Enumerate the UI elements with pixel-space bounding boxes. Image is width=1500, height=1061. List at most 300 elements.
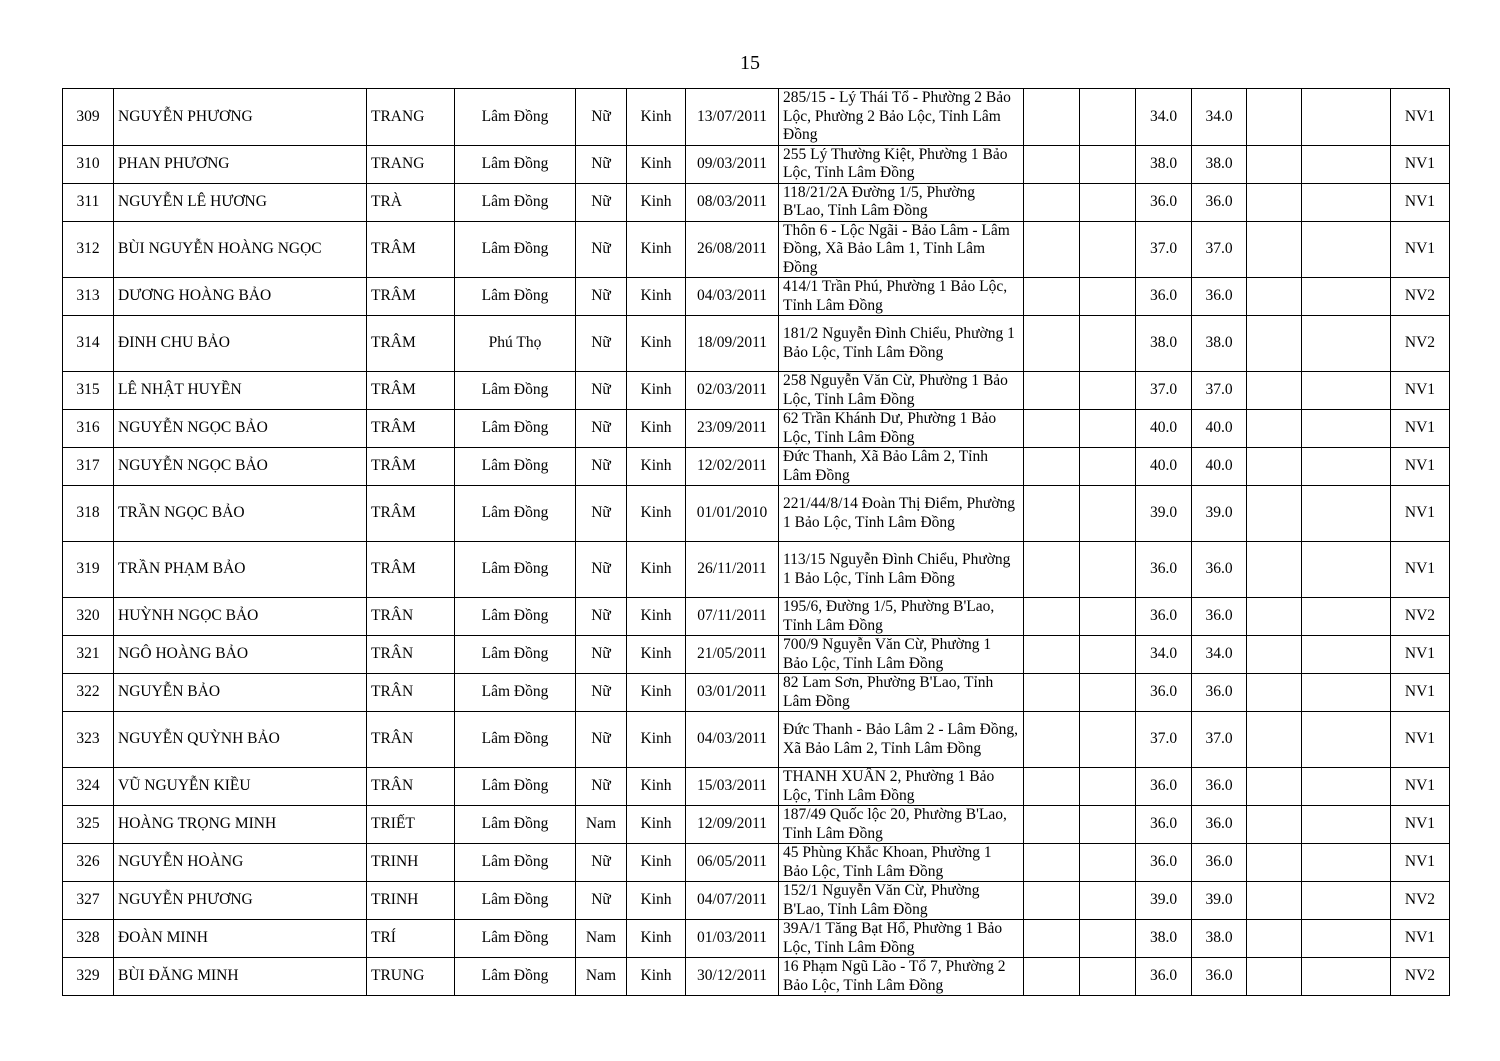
cell-diem-2: 38.0: [1192, 920, 1247, 958]
cell-empty: [1024, 598, 1080, 636]
cell-ngay-sinh: 03/01/2011: [686, 674, 779, 712]
student-roster-table: [62, 88, 1450, 996]
cell-diem-2: 40.0: [1192, 410, 1247, 448]
cell-diem-2: 36.0: [1192, 598, 1247, 636]
cell-ho: NGUYỄN LÊ HƯƠNG: [114, 183, 367, 221]
cell-empty: [1247, 768, 1302, 806]
cell-dia-chi: 82 Lam Sơn, Phường B'Lao, Tỉnh Lâm Đồng: [779, 674, 1024, 712]
cell-empty: [1024, 145, 1080, 183]
cell-stt: 312: [63, 221, 114, 278]
cell-dan-toc: Kinh: [627, 486, 686, 542]
cell-dan-toc: Kinh: [627, 372, 686, 410]
table-row: [63, 448, 1450, 486]
cell-empty: [1024, 844, 1080, 882]
cell-stt: 329: [63, 958, 114, 996]
cell-diem-2: 40.0: [1192, 448, 1247, 486]
cell-ho: NGUYỄN QUỲNH BẢO: [114, 712, 367, 768]
cell-dia-chi: 258 Nguyễn Văn Cừ, Phường 1 Bảo Lộc, Tỉnh Lâm Đồng: [779, 372, 1024, 410]
cell-dia-chi: 181/2 Nguyễn Đình Chiểu, Phường 1 Bảo Lộc, Tỉnh Lâm Đồng: [779, 316, 1024, 372]
cell-gioi-tinh: Nữ: [576, 372, 627, 410]
cell-empty: [1247, 183, 1302, 221]
cell-ten: TRUNG: [367, 958, 455, 996]
cell-stt: 326: [63, 844, 114, 882]
cell-dia-chi: Thôn 6 - Lộc Ngãi - Bảo Lâm - Lâm Đồng, Xã Bảo Lâm 1, Tỉnh Lâm Đồng: [779, 221, 1024, 278]
cell-ho: ĐINH CHU BẢO: [114, 316, 367, 372]
cell-gioi-tinh: Nữ: [576, 410, 627, 448]
cell-ten: TRÂM: [367, 486, 455, 542]
cell-noi-sinh: Lâm Đồng: [455, 882, 576, 920]
table-row: [63, 145, 1450, 183]
cell-empty: [1247, 844, 1302, 882]
cell-ho: PHAN PHƯƠNG: [114, 145, 367, 183]
cell-dan-toc: Kinh: [627, 410, 686, 448]
cell-ngay-sinh: 12/02/2011: [686, 448, 779, 486]
table-row: [63, 920, 1450, 958]
cell-dia-chi: THANH XUÂN 2, Phường 1 Bảo Lộc, Tỉnh Lâm Đồng: [779, 768, 1024, 806]
cell-ho: NGUYỄN BẢO: [114, 674, 367, 712]
cell-dan-toc: Kinh: [627, 145, 686, 183]
cell-stt: 323: [63, 712, 114, 768]
cell-empty: [1302, 278, 1391, 316]
cell-ho: VŨ NGUYỄN KIỀU: [114, 768, 367, 806]
cell-gioi-tinh: Nữ: [576, 221, 627, 278]
cell-ngay-sinh: 08/03/2011: [686, 183, 779, 221]
cell-dia-chi: 16 Phạm Ngũ Lão - Tổ 7, Phường 2 Bảo Lộc, Tỉnh Lâm Đồng: [779, 958, 1024, 996]
cell-empty: [1247, 806, 1302, 844]
cell-ho: TRẦN PHẠM BẢO: [114, 542, 367, 598]
cell-ngay-sinh: 21/05/2011: [686, 636, 779, 674]
cell-noi-sinh: Lâm Đồng: [455, 278, 576, 316]
cell-dan-toc: Kinh: [627, 221, 686, 278]
cell-ho: ĐOÀN MINH: [114, 920, 367, 958]
cell-stt: 319: [63, 542, 114, 598]
cell-dia-chi: 118/21/2A Đường 1/5, Phường B'Lao, Tỉnh Lâm Đồng: [779, 183, 1024, 221]
cell-empty: [1247, 712, 1302, 768]
cell-stt: 309: [63, 89, 114, 146]
cell-ho: TRẦN NGỌC BẢO: [114, 486, 367, 542]
cell-gioi-tinh: Nữ: [576, 448, 627, 486]
cell-ngay-sinh: 12/09/2011: [686, 806, 779, 844]
cell-ten: TRIẾT: [367, 806, 455, 844]
cell-ten: TRÂN: [367, 636, 455, 674]
cell-stt: 324: [63, 768, 114, 806]
cell-empty: [1080, 806, 1136, 844]
cell-empty: [1247, 410, 1302, 448]
cell-gioi-tinh: Nữ: [576, 882, 627, 920]
cell-ho: NGUYỄN NGỌC BẢO: [114, 410, 367, 448]
cell-empty: [1302, 89, 1391, 146]
cell-nguyen-vong: NV1: [1391, 221, 1450, 278]
cell-noi-sinh: Lâm Đồng: [455, 844, 576, 882]
cell-empty: [1302, 636, 1391, 674]
cell-diem-1: 36.0: [1136, 806, 1192, 844]
cell-dan-toc: Kinh: [627, 674, 686, 712]
cell-dan-toc: Kinh: [627, 958, 686, 996]
cell-ten: TRÂN: [367, 598, 455, 636]
cell-empty: [1247, 674, 1302, 712]
cell-empty: [1247, 221, 1302, 278]
cell-dan-toc: Kinh: [627, 278, 686, 316]
cell-ten: TRÂM: [367, 448, 455, 486]
table-row: [63, 636, 1450, 674]
cell-diem-2: 36.0: [1192, 806, 1247, 844]
cell-ngay-sinh: 30/12/2011: [686, 958, 779, 996]
cell-diem-1: 36.0: [1136, 542, 1192, 598]
cell-nguyen-vong: NV1: [1391, 145, 1450, 183]
cell-dia-chi: 195/6, Đường 1/5, Phường B'Lao, Tỉnh Lâm Đồng: [779, 598, 1024, 636]
cell-empty: [1302, 542, 1391, 598]
cell-empty: [1080, 372, 1136, 410]
cell-dan-toc: Kinh: [627, 316, 686, 372]
cell-ho: BÙI ĐĂNG MINH: [114, 958, 367, 996]
cell-stt: 320: [63, 598, 114, 636]
cell-ngay-sinh: 26/11/2011: [686, 542, 779, 598]
cell-empty: [1247, 542, 1302, 598]
cell-nguyen-vong: NV2: [1391, 882, 1450, 920]
table-row: [63, 542, 1450, 598]
cell-dia-chi: 113/15 Nguyễn Đình Chiểu, Phường 1 Bảo Lộc, Tỉnh Lâm Đồng: [779, 542, 1024, 598]
cell-ngay-sinh: 04/07/2011: [686, 882, 779, 920]
cell-gioi-tinh: Nữ: [576, 486, 627, 542]
cell-dia-chi: 187/49 Quốc lộc 20, Phường B'Lao, Tỉnh Lâm Đồng: [779, 806, 1024, 844]
cell-stt: 314: [63, 316, 114, 372]
cell-diem-1: 39.0: [1136, 486, 1192, 542]
cell-ho: HUỲNH NGỌC BẢO: [114, 598, 367, 636]
table-row: [63, 598, 1450, 636]
cell-empty: [1247, 145, 1302, 183]
table-row: [63, 768, 1450, 806]
cell-gioi-tinh: Nữ: [576, 89, 627, 146]
cell-ten: TRÂN: [367, 768, 455, 806]
cell-stt: 315: [63, 372, 114, 410]
cell-empty: [1080, 486, 1136, 542]
cell-ten: TRÂM: [367, 221, 455, 278]
cell-diem-2: 38.0: [1192, 145, 1247, 183]
cell-empty: [1024, 316, 1080, 372]
cell-gioi-tinh: Nữ: [576, 636, 627, 674]
cell-gioi-tinh: Nữ: [576, 768, 627, 806]
cell-stt: 316: [63, 410, 114, 448]
cell-nguyen-vong: NV1: [1391, 712, 1450, 768]
cell-dia-chi: 62 Trần Khánh Dư, Phường 1 Bảo Lộc, Tỉnh Lâm Đồng: [779, 410, 1024, 448]
cell-dan-toc: Kinh: [627, 598, 686, 636]
cell-stt: 325: [63, 806, 114, 844]
cell-ho: NGUYỄN HOÀNG: [114, 844, 367, 882]
cell-stt: 322: [63, 674, 114, 712]
cell-diem-1: 34.0: [1136, 89, 1192, 146]
cell-gioi-tinh: Nam: [576, 920, 627, 958]
cell-empty: [1302, 145, 1391, 183]
table-row: [63, 958, 1450, 996]
cell-nguyen-vong: NV1: [1391, 920, 1450, 958]
cell-empty: [1247, 372, 1302, 410]
cell-nguyen-vong: NV1: [1391, 768, 1450, 806]
cell-dia-chi: Đức Thanh - Bảo Lâm 2 - Lâm Đồng, Xã Bảo Lâm 2, Tỉnh Lâm Đồng: [779, 712, 1024, 768]
cell-diem-1: 38.0: [1136, 920, 1192, 958]
cell-dan-toc: Kinh: [627, 920, 686, 958]
cell-nguyen-vong: NV2: [1391, 958, 1450, 996]
table-row: [63, 183, 1450, 221]
cell-ten: TRÍ: [367, 920, 455, 958]
cell-gioi-tinh: Nữ: [576, 316, 627, 372]
cell-empty: [1024, 542, 1080, 598]
cell-dan-toc: Kinh: [627, 636, 686, 674]
cell-diem-2: 37.0: [1192, 712, 1247, 768]
cell-empty: [1247, 316, 1302, 372]
cell-empty: [1024, 958, 1080, 996]
cell-dan-toc: Kinh: [627, 183, 686, 221]
cell-empty: [1080, 145, 1136, 183]
cell-ho: LÊ NHẬT HUYỀN: [114, 372, 367, 410]
cell-diem-2: 34.0: [1192, 89, 1247, 146]
cell-gioi-tinh: Nam: [576, 806, 627, 844]
cell-empty: [1247, 636, 1302, 674]
cell-diem-2: 36.0: [1192, 278, 1247, 316]
cell-dia-chi: 39A/1 Tăng Bạt Hổ, Phường 1 Bảo Lộc, Tỉnh Lâm Đồng: [779, 920, 1024, 958]
cell-diem-1: 34.0: [1136, 636, 1192, 674]
cell-empty: [1302, 882, 1391, 920]
cell-empty: [1247, 278, 1302, 316]
cell-diem-2: 36.0: [1192, 844, 1247, 882]
cell-empty: [1080, 882, 1136, 920]
cell-dia-chi: 285/15 - Lý Thái Tổ - Phường 2 Bảo Lộc, Phường 2 Bảo Lộc, Tỉnh Lâm Đồng: [779, 89, 1024, 146]
cell-noi-sinh: Lâm Đồng: [455, 920, 576, 958]
cell-ho: DƯƠNG HOÀNG BẢO: [114, 278, 367, 316]
cell-gioi-tinh: Nam: [576, 958, 627, 996]
cell-diem-1: 38.0: [1136, 145, 1192, 183]
cell-empty: [1024, 221, 1080, 278]
cell-diem-1: 38.0: [1136, 316, 1192, 372]
cell-empty: [1302, 920, 1391, 958]
cell-gioi-tinh: Nữ: [576, 598, 627, 636]
cell-dan-toc: Kinh: [627, 542, 686, 598]
cell-ho: NGUYỄN PHƯƠNG: [114, 882, 367, 920]
table-row: [63, 674, 1450, 712]
cell-empty: [1302, 410, 1391, 448]
cell-ngay-sinh: 07/11/2011: [686, 598, 779, 636]
cell-empty: [1024, 920, 1080, 958]
cell-noi-sinh: Lâm Đồng: [455, 598, 576, 636]
cell-empty: [1302, 806, 1391, 844]
cell-dia-chi: 152/1 Nguyễn Văn Cừ, Phường B'Lao, Tỉnh Lâm Đồng: [779, 882, 1024, 920]
cell-diem-1: 36.0: [1136, 844, 1192, 882]
cell-nguyen-vong: NV1: [1391, 372, 1450, 410]
cell-ho: NGÔ HOÀNG BẢO: [114, 636, 367, 674]
cell-noi-sinh: Lâm Đồng: [455, 674, 576, 712]
table-row: [63, 806, 1450, 844]
cell-diem-2: 38.0: [1192, 316, 1247, 372]
cell-ten: TRÂN: [367, 712, 455, 768]
cell-empty: [1024, 768, 1080, 806]
cell-nguyen-vong: NV1: [1391, 674, 1450, 712]
table-row: [63, 221, 1450, 278]
cell-diem-2: 34.0: [1192, 636, 1247, 674]
cell-ngay-sinh: 01/03/2011: [686, 920, 779, 958]
cell-empty: [1247, 89, 1302, 146]
table-row: [63, 844, 1450, 882]
cell-diem-1: 37.0: [1136, 221, 1192, 278]
cell-empty: [1302, 448, 1391, 486]
cell-stt: 328: [63, 920, 114, 958]
cell-diem-2: 36.0: [1192, 183, 1247, 221]
cell-noi-sinh: Lâm Đồng: [455, 958, 576, 996]
cell-noi-sinh: Lâm Đồng: [455, 768, 576, 806]
cell-empty: [1024, 372, 1080, 410]
cell-empty: [1080, 278, 1136, 316]
cell-empty: [1247, 958, 1302, 996]
cell-ho: HOÀNG TRỌNG MINH: [114, 806, 367, 844]
cell-empty: [1302, 221, 1391, 278]
cell-empty: [1024, 882, 1080, 920]
cell-noi-sinh: Lâm Đồng: [455, 712, 576, 768]
cell-nguyen-vong: NV2: [1391, 598, 1450, 636]
cell-ngay-sinh: 15/03/2011: [686, 768, 779, 806]
cell-diem-2: 36.0: [1192, 768, 1247, 806]
cell-empty: [1080, 920, 1136, 958]
cell-empty: [1024, 448, 1080, 486]
cell-gioi-tinh: Nữ: [576, 183, 627, 221]
cell-diem-1: 36.0: [1136, 674, 1192, 712]
cell-nguyen-vong: NV1: [1391, 448, 1450, 486]
cell-gioi-tinh: Nữ: [576, 674, 627, 712]
cell-noi-sinh: Lâm Đồng: [455, 221, 576, 278]
cell-empty: [1080, 316, 1136, 372]
cell-noi-sinh: Lâm Đồng: [455, 636, 576, 674]
cell-dia-chi: 700/9 Nguyễn Văn Cừ, Phường 1 Bảo Lộc, Tỉnh Lâm Đồng: [779, 636, 1024, 674]
cell-ho: BÙI NGUYỄN HOÀNG NGỌC: [114, 221, 367, 278]
cell-ten: TRINH: [367, 882, 455, 920]
cell-empty: [1080, 712, 1136, 768]
cell-ho: NGUYỄN NGỌC BẢO: [114, 448, 367, 486]
cell-empty: [1247, 920, 1302, 958]
cell-dan-toc: Kinh: [627, 448, 686, 486]
cell-ten: TRÂM: [367, 372, 455, 410]
cell-empty: [1302, 844, 1391, 882]
cell-empty: [1024, 410, 1080, 448]
cell-empty: [1247, 486, 1302, 542]
cell-diem-2: 37.0: [1192, 372, 1247, 410]
table-row: [63, 89, 1450, 146]
cell-ten: TRÂM: [367, 410, 455, 448]
cell-dan-toc: Kinh: [627, 89, 686, 146]
cell-diem-1: 40.0: [1136, 410, 1192, 448]
cell-ngay-sinh: 06/05/2011: [686, 844, 779, 882]
cell-ten: TRÂN: [367, 674, 455, 712]
cell-diem-1: 36.0: [1136, 768, 1192, 806]
cell-empty: [1302, 372, 1391, 410]
cell-dan-toc: Kinh: [627, 712, 686, 768]
cell-empty: [1302, 183, 1391, 221]
cell-nguyen-vong: NV1: [1391, 806, 1450, 844]
cell-ngay-sinh: 04/03/2011: [686, 712, 779, 768]
cell-empty: [1024, 278, 1080, 316]
cell-empty: [1080, 89, 1136, 146]
cell-diem-2: 36.0: [1192, 674, 1247, 712]
cell-nguyen-vong: NV2: [1391, 316, 1450, 372]
table-row: [63, 372, 1450, 410]
cell-empty: [1024, 89, 1080, 146]
cell-empty: [1302, 768, 1391, 806]
roster-body: [63, 89, 1450, 996]
cell-gioi-tinh: Nữ: [576, 145, 627, 183]
cell-stt: 317: [63, 448, 114, 486]
cell-dia-chi: 45 Phùng Khắc Khoan, Phường 1 Bảo Lộc, Tỉnh Lâm Đồng: [779, 844, 1024, 882]
cell-empty: [1080, 674, 1136, 712]
cell-dia-chi: Đức Thanh, Xã Bảo Lâm 2, Tỉnh Lâm Đồng: [779, 448, 1024, 486]
cell-empty: [1024, 636, 1080, 674]
cell-gioi-tinh: Nữ: [576, 278, 627, 316]
cell-diem-2: 39.0: [1192, 882, 1247, 920]
cell-diem-1: 36.0: [1136, 183, 1192, 221]
cell-noi-sinh: Lâm Đồng: [455, 372, 576, 410]
cell-nguyen-vong: NV1: [1391, 636, 1450, 674]
cell-empty: [1302, 598, 1391, 636]
cell-diem-2: 36.0: [1192, 958, 1247, 996]
cell-nguyen-vong: NV1: [1391, 486, 1450, 542]
cell-ten: TRÂM: [367, 316, 455, 372]
cell-stt: 318: [63, 486, 114, 542]
cell-stt: 321: [63, 636, 114, 674]
cell-noi-sinh: Lâm Đồng: [455, 183, 576, 221]
cell-empty: [1247, 882, 1302, 920]
cell-noi-sinh: Lâm Đồng: [455, 89, 576, 146]
cell-empty: [1080, 448, 1136, 486]
cell-dan-toc: Kinh: [627, 844, 686, 882]
cell-dia-chi: 221/44/8/14 Đoàn Thị Điểm, Phường 1 Bảo Lộc, Tỉnh Lâm Đồng: [779, 486, 1024, 542]
cell-empty: [1080, 636, 1136, 674]
cell-empty: [1080, 183, 1136, 221]
cell-nguyen-vong: NV1: [1391, 410, 1450, 448]
cell-diem-1: 37.0: [1136, 372, 1192, 410]
table-row: [63, 486, 1450, 542]
cell-ten: TRANG: [367, 89, 455, 146]
cell-ngay-sinh: 23/09/2011: [686, 410, 779, 448]
cell-empty: [1024, 712, 1080, 768]
cell-nguyen-vong: NV2: [1391, 278, 1450, 316]
cell-ten: TRÂM: [367, 542, 455, 598]
cell-ngay-sinh: 09/03/2011: [686, 145, 779, 183]
cell-diem-2: 37.0: [1192, 221, 1247, 278]
cell-empty: [1302, 674, 1391, 712]
cell-ten: TRINH: [367, 844, 455, 882]
cell-ngay-sinh: 13/07/2011: [686, 89, 779, 146]
cell-noi-sinh: Lâm Đồng: [455, 542, 576, 598]
page-number: 15: [740, 52, 760, 74]
cell-gioi-tinh: Nữ: [576, 542, 627, 598]
table-row: [63, 278, 1450, 316]
cell-empty: [1024, 806, 1080, 844]
cell-empty: [1024, 486, 1080, 542]
cell-dan-toc: Kinh: [627, 768, 686, 806]
cell-noi-sinh: Lâm Đồng: [455, 410, 576, 448]
cell-ngay-sinh: 26/08/2011: [686, 221, 779, 278]
cell-dia-chi: 414/1 Trần Phú, Phường 1 Bảo Lộc, Tỉnh Lâm Đồng: [779, 278, 1024, 316]
cell-empty: [1247, 448, 1302, 486]
cell-diem-1: 36.0: [1136, 598, 1192, 636]
cell-diem-2: 36.0: [1192, 542, 1247, 598]
cell-dan-toc: Kinh: [627, 806, 686, 844]
cell-ngay-sinh: 18/09/2011: [686, 316, 779, 372]
cell-ngay-sinh: 04/03/2011: [686, 278, 779, 316]
cell-stt: 327: [63, 882, 114, 920]
cell-empty: [1080, 542, 1136, 598]
cell-noi-sinh: Lâm Đồng: [455, 145, 576, 183]
cell-empty: [1080, 410, 1136, 448]
cell-ten: TRÂM: [367, 278, 455, 316]
cell-empty: [1024, 183, 1080, 221]
cell-gioi-tinh: Nữ: [576, 712, 627, 768]
cell-gioi-tinh: Nữ: [576, 844, 627, 882]
